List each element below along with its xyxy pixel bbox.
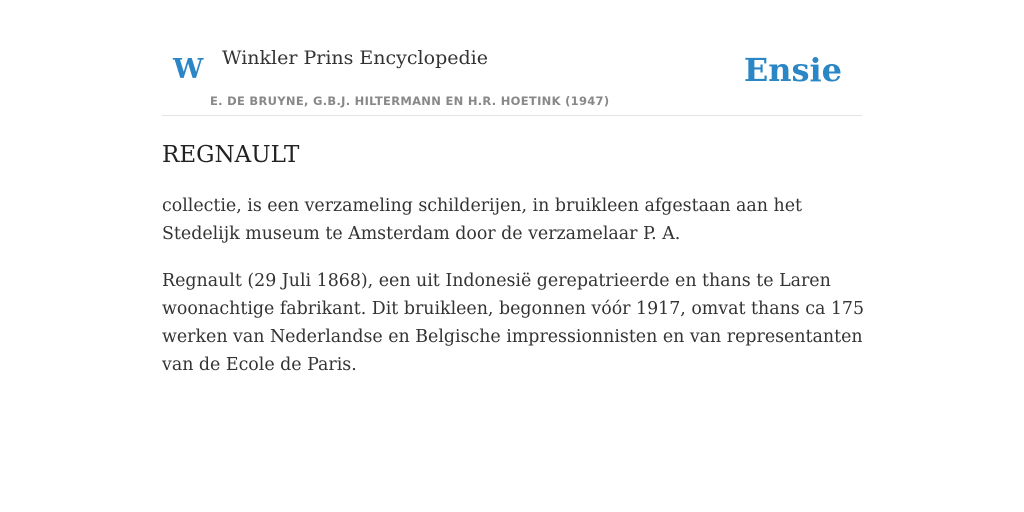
header: [162, 0, 862, 116]
publication-title[interactable]: Winkler Prins Encyclopedie: [222, 47, 488, 69]
logo-w-icon[interactable]: W: [173, 54, 204, 85]
brand-logo[interactable]: Ensie: [743, 51, 842, 89]
entry-paragraph: Regnault (29 Juli 1868), een uit Indonesië gerepatrieerde en thans te Laren woonachtige fabrikant. Dit bruikleen, begonnen vóór 1917, omvat thans ca 175 werken van Nederlandse en Belgische impressionnisten en van representanten van de Ecole de Paris.: [162, 271, 865, 375]
entry-title: REGNAULT: [162, 142, 300, 168]
page: [162, 0, 865, 375]
entry-paragraph: collectie, is een verzameling schilderijen, in bruikleen afgestaan aan het Stedelijk museum te Amsterdam door de verzamelaar P. A.: [162, 196, 803, 244]
entry-body: [162, 192, 867, 398]
publication-authors: E. DE BRUYNE, G.B.J. HILTERMANN EN H.R. HOETINK (1947): [210, 94, 610, 108]
